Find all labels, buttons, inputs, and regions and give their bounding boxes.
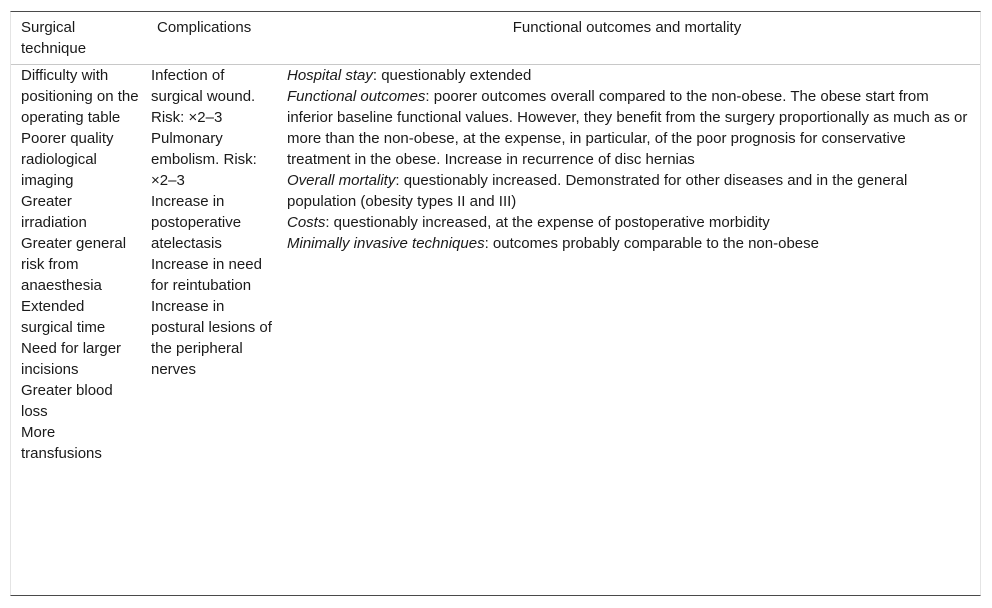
outcomes-cell	[287, 65, 971, 254]
complications-cell	[151, 65, 279, 380]
outcome-text: : poorer outcomes overall compared to the non-obese. The obese start from inferior baseline functional values. However, they benefit from the surgery proportionally as much as or more than the non-obese, at the expense, in particular, of the poor prognosis for conservative treatment in the obese. Increase in recurrence of disc hernias	[287, 88, 968, 168]
technique-item: More transfusions	[21, 424, 102, 462]
outcome-text: : questionably extended	[372, 67, 532, 84]
complication-item: Pulmonary embolism. Risk: ×2–3	[151, 130, 257, 189]
technique-item: Greater irradiation	[21, 193, 87, 231]
complication-item: Increase in postoperative atelectasis	[151, 193, 242, 252]
outcome-mortality	[287, 170, 971, 212]
technique-item: Difficulty with positioning on the operating table	[21, 67, 139, 126]
outcome-label: Overall mortality	[287, 172, 396, 189]
outcome-hospital-stay	[287, 65, 971, 86]
outcome-text: : outcomes probably comparable to the non-obese	[484, 235, 819, 252]
header-complications: Complications	[157, 19, 252, 36]
complication-item: Infection of surgical wound. Risk: ×2–3	[151, 67, 256, 126]
technique-item: Poorer quality radiological imaging	[21, 130, 114, 189]
outcome-minimally-invasive	[287, 233, 971, 254]
header-surgical-technique: Surgical technique	[21, 19, 87, 57]
outcome-label: Hospital stay	[287, 67, 373, 84]
header-functional-outcomes: Functional outcomes and mortality	[512, 19, 742, 36]
outcome-text: : questionably increased. Demonstrated for other diseases and in the general population (obesity types II and III)	[287, 172, 908, 210]
data-table	[10, 11, 981, 596]
outcome-label: Costs	[287, 214, 326, 231]
outcome-label: Functional outcomes	[287, 88, 426, 105]
outcome-functional	[287, 86, 971, 170]
technique-item: Greater blood loss	[21, 382, 113, 420]
technique-item: Greater general risk from anaesthesia	[21, 235, 127, 294]
outcome-label: Minimally invasive techniques	[287, 235, 485, 252]
technique-item: Need for larger incisions	[21, 340, 122, 378]
technique-item: Extended surgical time	[21, 298, 106, 336]
complication-item: Increase in need for reintubation	[151, 256, 262, 294]
technique-cell	[21, 65, 139, 464]
complication-item: Increase in postural lesions of the peripheral nerves	[151, 298, 272, 378]
outcome-costs	[287, 212, 971, 233]
outcome-text: : questionably increased, at the expense of postoperative morbidity	[325, 214, 770, 231]
